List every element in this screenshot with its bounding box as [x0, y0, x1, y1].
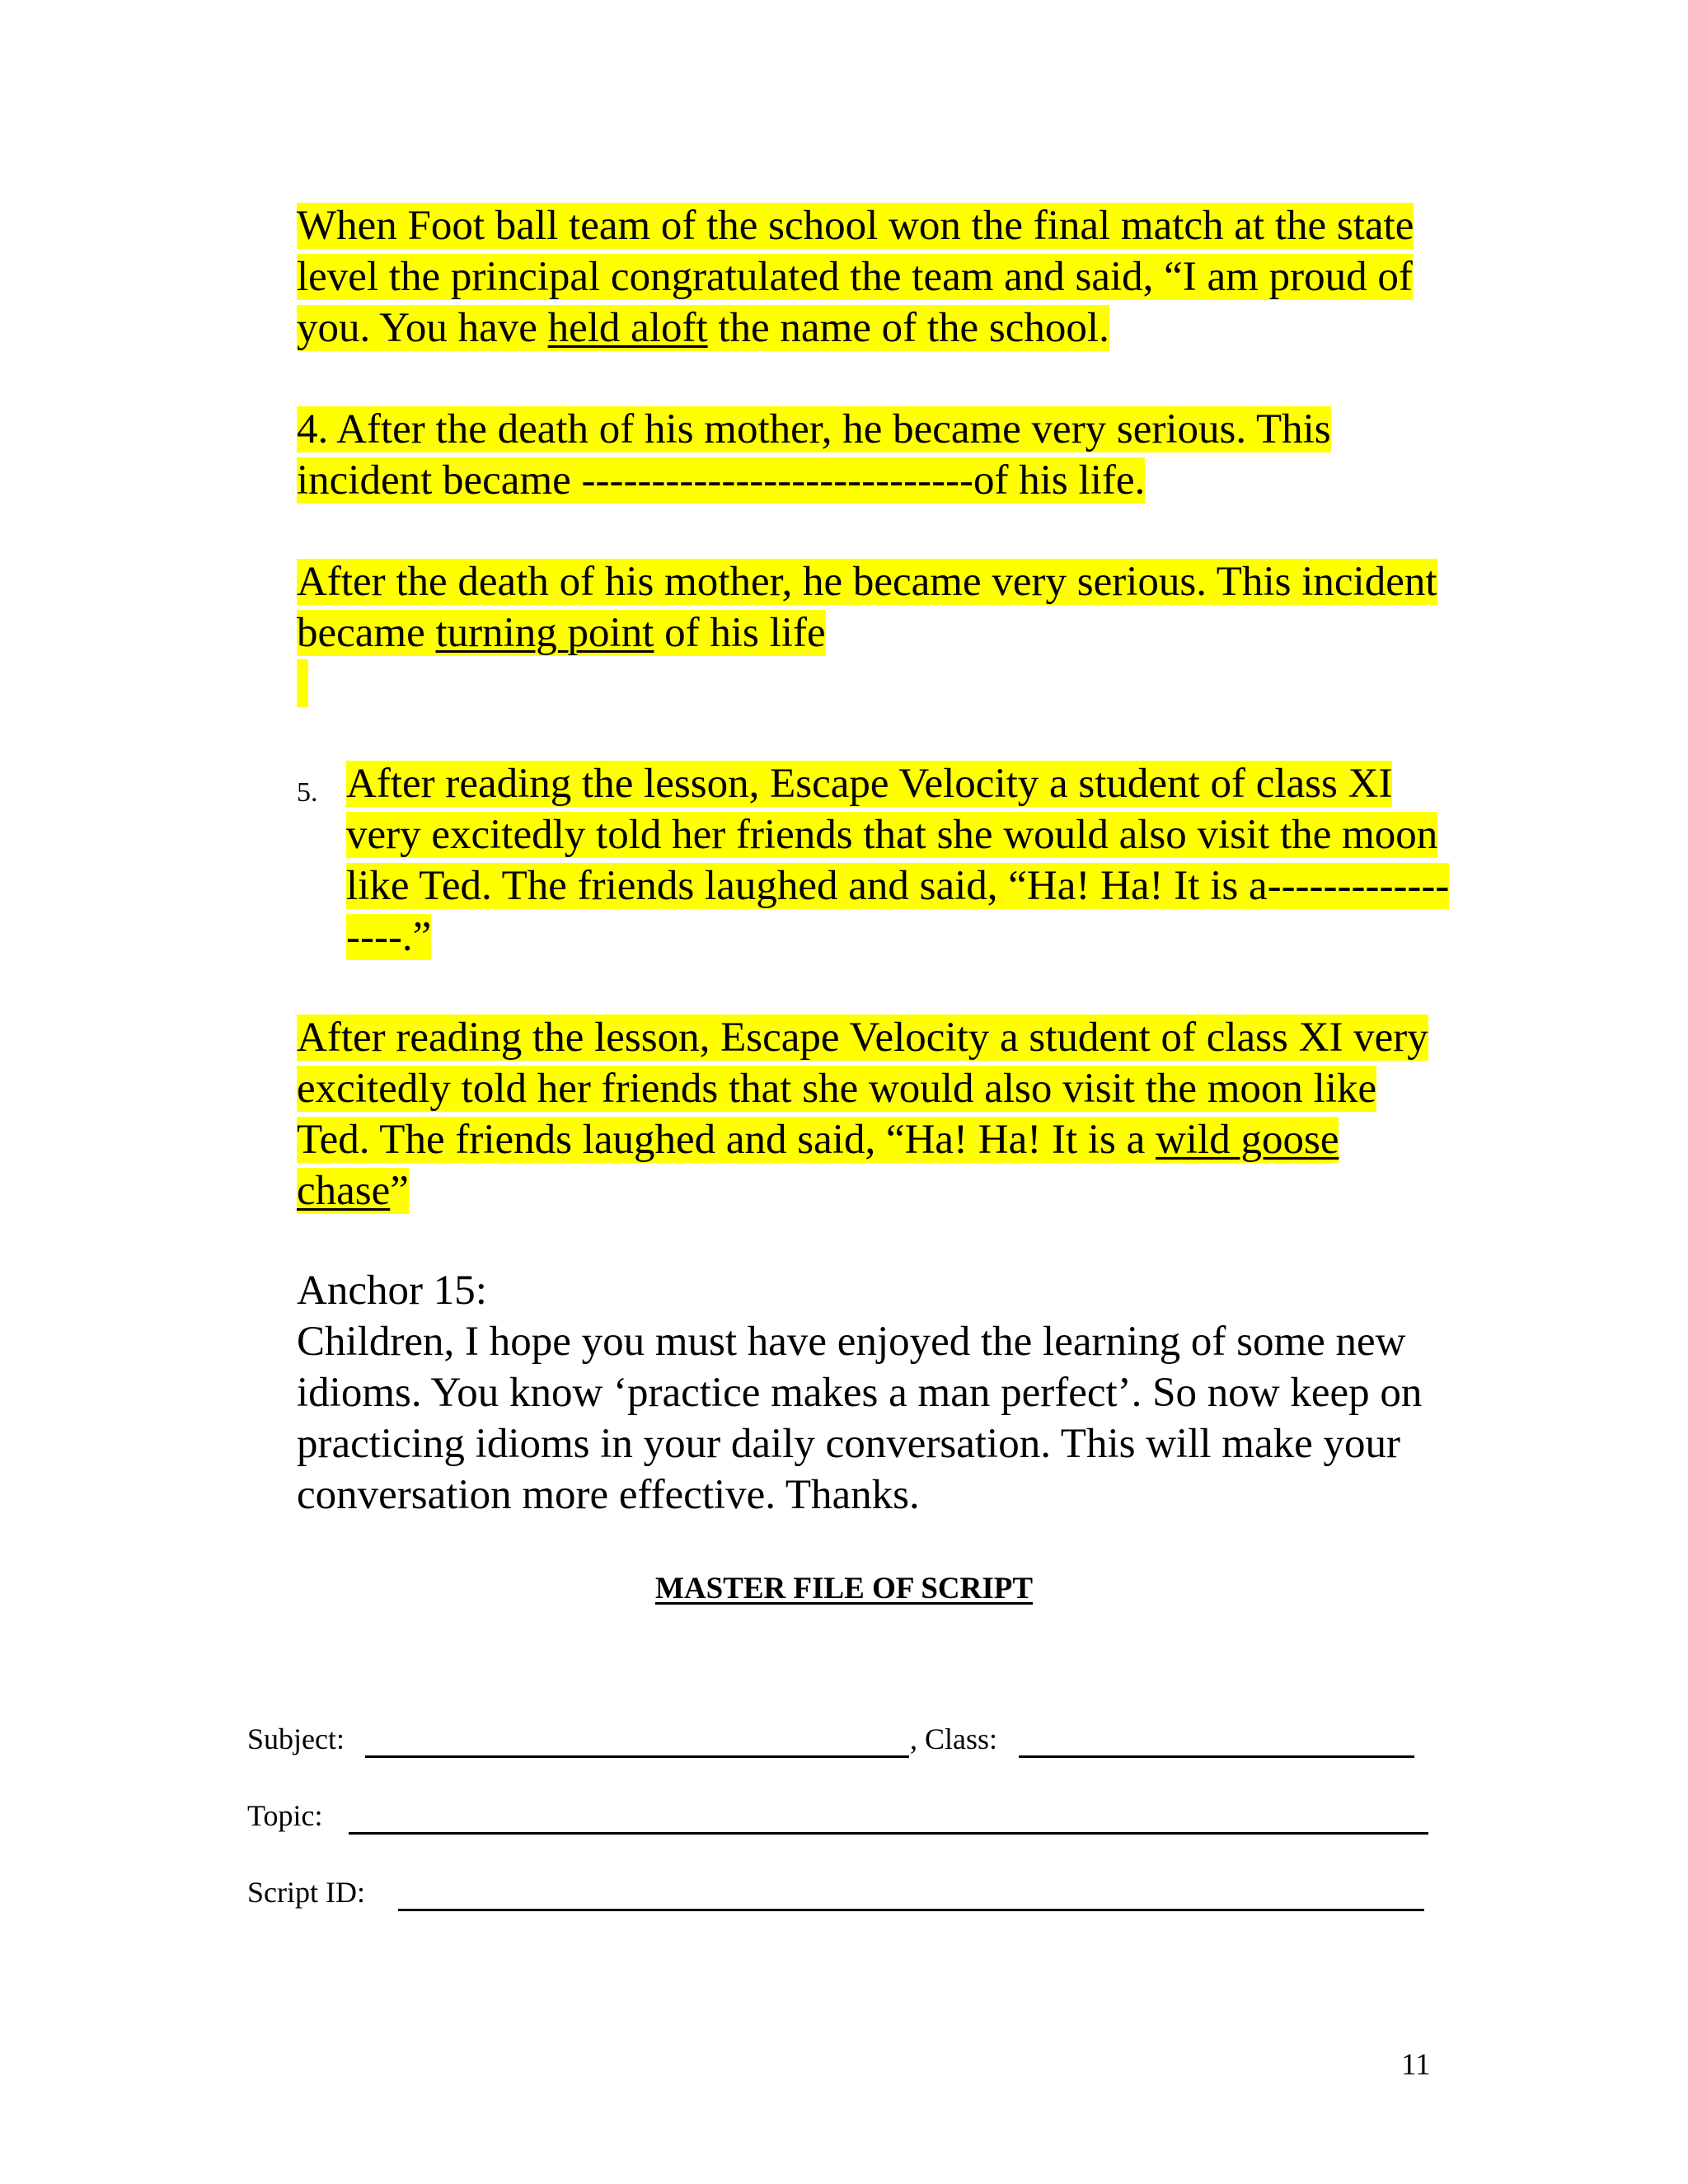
answer-3-text-post: the name of the school.	[707, 305, 1109, 351]
script-id-field-line[interactable]	[398, 1909, 1424, 1911]
page-number: 11	[1401, 2048, 1431, 2082]
answer-5-text-pre: After reading the lesson, Escape Velocity a student of class XI very excitedly told her friends that she would also visit the moon like Ted. The friends laughed and said, “Ha! Ha! It is a	[297, 1015, 1428, 1163]
class-field-line[interactable]	[1019, 1755, 1414, 1758]
script-id-row	[247, 1874, 365, 1910]
master-file-heading	[0, 1571, 1688, 1607]
question-4	[297, 404, 1451, 506]
answer-paragraph-4	[297, 556, 1451, 658]
topic-label: Topic:	[247, 1799, 323, 1832]
answer-3-text-pre: When Foot ball team of the school won the final match at the state level the principal congratulated the team and said, “I am proud of you. You have	[297, 203, 1414, 351]
master-file-heading-text: MASTER FILE OF SCRIPT	[654, 1572, 1034, 1605]
answer-5-text-post: ”	[390, 1168, 409, 1214]
answer-paragraph-3	[297, 200, 1451, 354]
subject-row	[247, 1721, 345, 1757]
answer-4-text-pre: After the death of his mother, he became very serious. This incident became	[297, 559, 1437, 656]
topic-row	[247, 1797, 322, 1834]
question-5-number: 5.	[297, 777, 318, 808]
idiom-wild-goose-chase: wild goose chase	[297, 1117, 1339, 1214]
class-row	[910, 1721, 997, 1757]
question-4-text: 4. After the death of his mother, he became very serious. This incident became ----------------------------of his life.	[297, 406, 1331, 504]
question-5	[346, 758, 1451, 963]
anchor-body: Children, I hope you must have enjoyed the learning of some new idioms. You know ‘practice makes a man perfect’. So now keep on practicing idioms in your daily conversation. This will make your conversation more effective. Thanks.	[297, 1319, 1423, 1518]
answer-paragraph-5	[297, 1012, 1451, 1216]
idiom-turning-point: turning point	[435, 610, 654, 656]
class-label: , Class:	[910, 1722, 998, 1755]
subject-label: Subject:	[247, 1722, 345, 1755]
highlight-fragment	[297, 659, 308, 707]
question-5-text: After reading the lesson, Escape Velocity a student of class XI very excitedly told her friends that she would also visit the moon like Ted. The friends laughed and said, “Ha! Ha! It is a-----------------.”	[346, 761, 1450, 960]
script-id-label: Script ID:	[247, 1876, 365, 1909]
topic-field-line[interactable]	[349, 1832, 1428, 1835]
subject-field-line[interactable]	[365, 1755, 909, 1758]
anchor-title: Anchor 15:	[297, 1268, 487, 1314]
answer-4-text-post: of his life	[654, 610, 826, 656]
idiom-held-aloft: held aloft	[547, 305, 708, 351]
